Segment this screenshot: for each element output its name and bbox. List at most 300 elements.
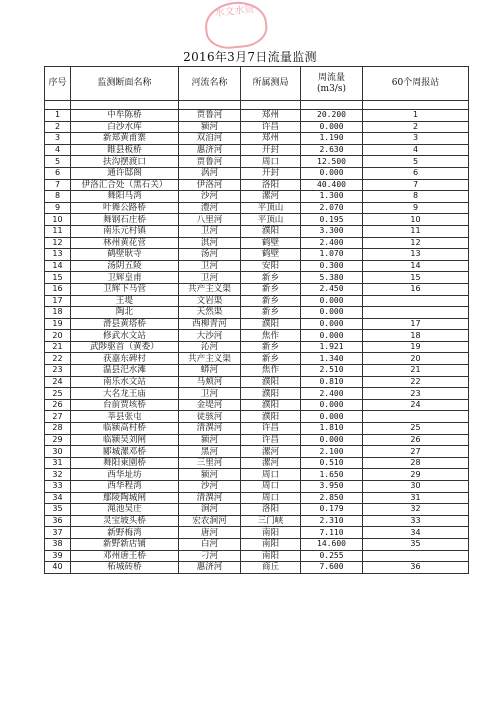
flow-value: 0.255 [301, 550, 363, 562]
bureau-name: 三门峡 [241, 515, 301, 527]
bureau-name: 焦作 [241, 365, 301, 377]
table-row [45, 457, 469, 469]
river-name: 淇河 [179, 237, 241, 249]
table-row [45, 538, 469, 550]
river-name: 贾鲁河 [179, 156, 241, 168]
bureau-name: 新乡 [241, 341, 301, 353]
row-index: 35 [45, 504, 71, 516]
station-name: 大名龙王庙 [71, 388, 179, 400]
table-row [45, 365, 469, 377]
bureau-name: 洛阳 [241, 504, 301, 516]
report-number: 3 [363, 133, 469, 145]
row-index: 30 [45, 446, 71, 458]
flow-value: 0.000 [301, 167, 363, 179]
report-number: 25 [363, 423, 469, 435]
header-flow-unit: (m3/s) [317, 83, 346, 94]
river-name: 涡河 [179, 167, 241, 179]
row-index: 19 [45, 318, 71, 330]
row-index: 39 [45, 550, 71, 562]
river-name: 清潩河 [179, 423, 241, 435]
header-bureau: 所属测局 [241, 67, 301, 101]
river-name: 三里河 [179, 457, 241, 469]
station-name: 王堤 [71, 295, 179, 307]
table-row [45, 515, 469, 527]
bureau-name: 安阳 [241, 260, 301, 272]
river-name: 天然渠 [179, 307, 241, 319]
station-name: 鄢陵陶城闸 [71, 492, 179, 504]
table-row [45, 481, 469, 493]
station-name: 临颍高村桥 [71, 423, 179, 435]
report-number: 28 [363, 457, 469, 469]
flow-value: 7.600 [301, 562, 363, 574]
report-number: 1 [363, 110, 469, 122]
table-row [45, 249, 469, 261]
river-name: 文岩渠 [179, 295, 241, 307]
row-index: 36 [45, 515, 71, 527]
river-name: 沁河 [179, 341, 241, 353]
river-name: 卫河 [179, 260, 241, 272]
header-flow-label: 周流量 [317, 72, 345, 83]
river-name: 颍河 [179, 469, 241, 481]
station-name: 临颍吴刘闸 [71, 434, 179, 446]
river-name: 卫河 [179, 272, 241, 284]
table-row [45, 423, 469, 435]
station-name: 南乐元村镇 [71, 225, 179, 237]
station-name: 扶沟摆渡口 [71, 156, 179, 168]
report-number: 17 [363, 318, 469, 330]
row-index: 27 [45, 411, 71, 423]
report-number: 6 [363, 167, 469, 179]
river-name: 宏农涧河 [179, 515, 241, 527]
station-name: 滑县黄塔桥 [71, 318, 179, 330]
row-index: 25 [45, 388, 71, 400]
table-row [45, 376, 469, 388]
bureau-name: 平顶山 [241, 214, 301, 226]
row-index: 26 [45, 399, 71, 411]
row-index: 31 [45, 457, 71, 469]
bureau-name: 鹤壁 [241, 249, 301, 261]
river-name: 八里河 [179, 214, 241, 226]
flow-value: 40.400 [301, 179, 363, 191]
flow-value: 2.850 [301, 492, 363, 504]
row-index: 15 [45, 272, 71, 284]
flow-value: 1.810 [301, 423, 363, 435]
flow-value: 0.000 [301, 330, 363, 342]
bureau-name: 濮阳 [241, 318, 301, 330]
table-row [45, 295, 469, 307]
bureau-name: 周口 [241, 492, 301, 504]
bureau-name: 周口 [241, 481, 301, 493]
row-index: 2 [45, 121, 71, 133]
flow-value: 12.500 [301, 156, 363, 168]
station-name: 获嘉东碑村 [71, 353, 179, 365]
report-number: 20 [363, 353, 469, 365]
station-name: 温县汜水滩 [71, 365, 179, 377]
river-name: 共产主义渠 [179, 283, 241, 295]
flow-table [44, 66, 469, 574]
table-row [45, 562, 469, 574]
river-name: 涧河 [179, 504, 241, 516]
table-body [45, 101, 469, 574]
bureau-name: 濮阳 [241, 411, 301, 423]
flow-value: 0.300 [301, 260, 363, 272]
bureau-name: 濮阳 [241, 376, 301, 388]
report-number: 35 [363, 538, 469, 550]
report-number: 8 [363, 191, 469, 203]
report-number: 27 [363, 446, 469, 458]
row-index: 29 [45, 434, 71, 446]
report-number: 19 [363, 341, 469, 353]
report-number: 10 [363, 214, 469, 226]
table-row [45, 283, 469, 295]
bureau-name: 郑州 [241, 133, 301, 145]
row-index: 13 [45, 249, 71, 261]
table-row [45, 156, 469, 168]
bureau-name: 许昌 [241, 121, 301, 133]
bureau-name: 周口 [241, 156, 301, 168]
header-row [45, 67, 469, 101]
page-title: 2016年3月7日流量监测 [183, 50, 317, 64]
report-number: 2 [363, 121, 469, 133]
row-index: 8 [45, 191, 71, 203]
table-row [45, 550, 469, 562]
river-name: 颍河 [179, 121, 241, 133]
report-number: 31 [363, 492, 469, 504]
bureau-name: 濮阳 [241, 225, 301, 237]
bureau-name: 开封 [241, 144, 301, 156]
row-index: 14 [45, 260, 71, 272]
header-river: 河流名称 [179, 67, 241, 101]
bureau-name: 南阳 [241, 550, 301, 562]
flow-value: 0.000 [301, 295, 363, 307]
station-name: 修武水文站 [71, 330, 179, 342]
bureau-name: 南阳 [241, 527, 301, 539]
station-name: 中牟陈桥 [71, 110, 179, 122]
station-name: 武陟驱首（黄委） [71, 341, 179, 353]
flow-value: 0.000 [301, 121, 363, 133]
flow-value: 0.000 [301, 318, 363, 330]
row-index: 4 [45, 144, 71, 156]
table-row [45, 307, 469, 319]
bureau-name: 洛阳 [241, 179, 301, 191]
station-name: 柘城砖桥 [71, 562, 179, 574]
bureau-name: 平顶山 [241, 202, 301, 214]
report-number: 13 [363, 249, 469, 261]
bureau-name: 濮阳 [241, 388, 301, 400]
flow-value: 0.000 [301, 434, 363, 446]
flow-value: 3.300 [301, 225, 363, 237]
flow-value: 20.200 [301, 110, 363, 122]
row-index: 40 [45, 562, 71, 574]
flow-value: 1.300 [301, 191, 363, 203]
station-name: 新野新店铺 [71, 538, 179, 550]
table-row [45, 388, 469, 400]
bureau-name: 新乡 [241, 295, 301, 307]
river-name: 清潩河 [179, 492, 241, 504]
river-name: 惠济河 [179, 562, 241, 574]
river-name: 双洎河 [179, 133, 241, 145]
table-row [45, 191, 469, 203]
row-index: 11 [45, 225, 71, 237]
bureau-name: 漯河 [241, 446, 301, 458]
row-index: 12 [45, 237, 71, 249]
report-number: 12 [363, 237, 469, 249]
header-flow [301, 67, 363, 101]
row-index: 34 [45, 492, 71, 504]
flow-value: 2.450 [301, 283, 363, 295]
blank-row [45, 101, 469, 110]
row-index: 7 [45, 179, 71, 191]
flow-value: 2.400 [301, 237, 363, 249]
report-number: 4 [363, 144, 469, 156]
row-index: 18 [45, 307, 71, 319]
report-number: 29 [363, 469, 469, 481]
row-index: 10 [45, 214, 71, 226]
table-row [45, 237, 469, 249]
flow-value: 1.070 [301, 249, 363, 261]
station-name: 新野梅湾 [71, 527, 179, 539]
station-name: 舞阳東園桥 [71, 457, 179, 469]
flow-value: 0.000 [301, 399, 363, 411]
header-station-name: 监测断面名称 [71, 67, 179, 101]
bureau-name: 焦作 [241, 330, 301, 342]
bureau-name: 漯河 [241, 191, 301, 203]
station-name: 西华址坊 [71, 469, 179, 481]
row-index: 5 [45, 156, 71, 168]
station-name: 鹤壁耿寺 [71, 249, 179, 261]
river-name: 黑河 [179, 446, 241, 458]
river-name: 刁河 [179, 550, 241, 562]
bureau-name: 开封 [241, 167, 301, 179]
flow-value: 3.950 [301, 481, 363, 493]
row-index: 37 [45, 527, 71, 539]
station-name: 渑池吴庄 [71, 504, 179, 516]
river-name: 贾鲁河 [179, 110, 241, 122]
row-index: 17 [45, 295, 71, 307]
flow-value: 2.310 [301, 515, 363, 527]
station-name: 通许邸阁 [71, 167, 179, 179]
station-name: 林州黄花营 [71, 237, 179, 249]
table-row [45, 133, 469, 145]
table-row [45, 492, 469, 504]
report-number: 15 [363, 272, 469, 284]
flow-value: 2.100 [301, 446, 363, 458]
station-name: 伊洛汇合处（黑石关） [71, 179, 179, 191]
table-row [45, 527, 469, 539]
bureau-name: 新乡 [241, 272, 301, 284]
flow-value: 7.110 [301, 527, 363, 539]
station-name: 灵宝坡头桥 [71, 515, 179, 527]
bureau-name: 许昌 [241, 423, 301, 435]
row-index: 21 [45, 341, 71, 353]
row-index: 28 [45, 423, 71, 435]
header-report-station: 60个周报站 [363, 67, 469, 101]
river-name: 颍河 [179, 434, 241, 446]
blank-cell [363, 101, 469, 110]
river-name: 唐河 [179, 527, 241, 539]
bureau-name: 鹤壁 [241, 237, 301, 249]
table-row [45, 214, 469, 226]
report-number: 18 [363, 330, 469, 342]
river-name: 沙河 [179, 481, 241, 493]
station-name: 卫辉皇甫 [71, 272, 179, 284]
table-row [45, 110, 469, 122]
table-row [45, 179, 469, 191]
report-number: 26 [363, 434, 469, 446]
river-name: 卫河 [179, 225, 241, 237]
station-name: 新郑黄甫寨 [71, 133, 179, 145]
row-index: 33 [45, 481, 71, 493]
river-name: 金堤河 [179, 399, 241, 411]
blank-cell [241, 101, 301, 110]
station-name: 西华程湾 [71, 481, 179, 493]
table-row [45, 202, 469, 214]
blank-cell [301, 101, 363, 110]
report-number: 5 [363, 156, 469, 168]
table-row [45, 144, 469, 156]
table-row [45, 446, 469, 458]
report-number: 14 [363, 260, 469, 272]
river-name: 蟒河 [179, 365, 241, 377]
flow-value: 14.600 [301, 538, 363, 550]
flow-value: 0.000 [301, 307, 363, 319]
flow-value: 5.380 [301, 272, 363, 284]
station-name: 南乐水文站 [71, 376, 179, 388]
bureau-name: 商丘 [241, 562, 301, 574]
flow-value: 2.400 [301, 388, 363, 400]
flow-value: 1.921 [301, 341, 363, 353]
report-number: 11 [363, 225, 469, 237]
flow-value: 0.195 [301, 214, 363, 226]
station-name: 舞钢石庄桥 [71, 214, 179, 226]
station-name: 白沙水库 [71, 121, 179, 133]
river-name: 伊洛河 [179, 179, 241, 191]
table-row [45, 260, 469, 272]
river-name: 汤河 [179, 249, 241, 261]
station-name: 舞阳马湾 [71, 191, 179, 203]
table-row [45, 341, 469, 353]
row-index: 22 [45, 353, 71, 365]
table-row [45, 272, 469, 284]
report-number: 16 [363, 283, 469, 295]
table-row [45, 225, 469, 237]
flow-value: 0.000 [301, 411, 363, 423]
table-row [45, 318, 469, 330]
flow-value: 2.510 [301, 365, 363, 377]
blank-cell [179, 101, 241, 110]
station-name: 叶舞公路桥 [71, 202, 179, 214]
report-number: 9 [363, 202, 469, 214]
header-index: 序号 [45, 67, 71, 101]
report-number: 30 [363, 481, 469, 493]
river-name: 卫河 [179, 388, 241, 400]
report-number: 34 [363, 527, 469, 539]
table-row [45, 167, 469, 179]
flow-value: 2.070 [301, 202, 363, 214]
bureau-name: 周口 [241, 469, 301, 481]
station-name: 台前贾垓桥 [71, 399, 179, 411]
river-name: 共产主义渠 [179, 353, 241, 365]
report-number [363, 295, 469, 307]
flow-value: 0.810 [301, 376, 363, 388]
official-seal: 水文水资 [203, 0, 269, 51]
bureau-name: 南阳 [241, 538, 301, 550]
bureau-name: 漯河 [241, 457, 301, 469]
station-name: 莘县张屯 [71, 411, 179, 423]
table-row [45, 121, 469, 133]
river-name: 白河 [179, 538, 241, 550]
report-number: 33 [363, 515, 469, 527]
row-index: 1 [45, 110, 71, 122]
flow-value: 0.179 [301, 504, 363, 516]
bureau-name: 新乡 [241, 307, 301, 319]
river-name: 西柳青河 [179, 318, 241, 330]
station-name: 睢县板桥 [71, 144, 179, 156]
station-name: 陶北 [71, 307, 179, 319]
station-name: 邓州唐王桥 [71, 550, 179, 562]
table-row [45, 504, 469, 516]
flow-value: 0.510 [301, 457, 363, 469]
bureau-name: 新乡 [241, 283, 301, 295]
row-index: 24 [45, 376, 71, 388]
bureau-name: 濮阳 [241, 399, 301, 411]
report-number: 24 [363, 399, 469, 411]
row-index: 38 [45, 538, 71, 550]
row-index: 9 [45, 202, 71, 214]
report-number: 32 [363, 504, 469, 516]
row-index: 16 [45, 283, 71, 295]
station-name: 汤阴五陵 [71, 260, 179, 272]
table-row [45, 353, 469, 365]
river-name: 惠济河 [179, 144, 241, 156]
report-number [363, 307, 469, 319]
blank-cell [71, 101, 179, 110]
row-index: 23 [45, 365, 71, 377]
report-number [363, 550, 469, 562]
row-index: 6 [45, 167, 71, 179]
station-name: 卫辉下马营 [71, 283, 179, 295]
flow-value: 2.630 [301, 144, 363, 156]
river-name: 澧河 [179, 202, 241, 214]
report-number: 23 [363, 388, 469, 400]
bureau-name: 新乡 [241, 353, 301, 365]
report-number: 22 [363, 376, 469, 388]
table-row [45, 411, 469, 423]
table-row [45, 330, 469, 342]
flow-value: 1.340 [301, 353, 363, 365]
report-number: 7 [363, 179, 469, 191]
table-row [45, 434, 469, 446]
river-name: 沙河 [179, 191, 241, 203]
river-name: 马颊河 [179, 376, 241, 388]
report-number: 21 [363, 365, 469, 377]
flow-value: 1.650 [301, 469, 363, 481]
river-name: 徒骇河 [179, 411, 241, 423]
river-name: 大沙河 [179, 330, 241, 342]
table-row [45, 469, 469, 481]
table-row [45, 399, 469, 411]
bureau-name: 许昌 [241, 434, 301, 446]
bureau-name: 郑州 [241, 110, 301, 122]
row-index: 20 [45, 330, 71, 342]
report-number [363, 411, 469, 423]
flow-value: 1.190 [301, 133, 363, 145]
station-name: 郾城漯邓桥 [71, 446, 179, 458]
blank-cell [45, 101, 71, 110]
row-index: 32 [45, 469, 71, 481]
row-index: 3 [45, 133, 71, 145]
report-number: 36 [363, 562, 469, 574]
